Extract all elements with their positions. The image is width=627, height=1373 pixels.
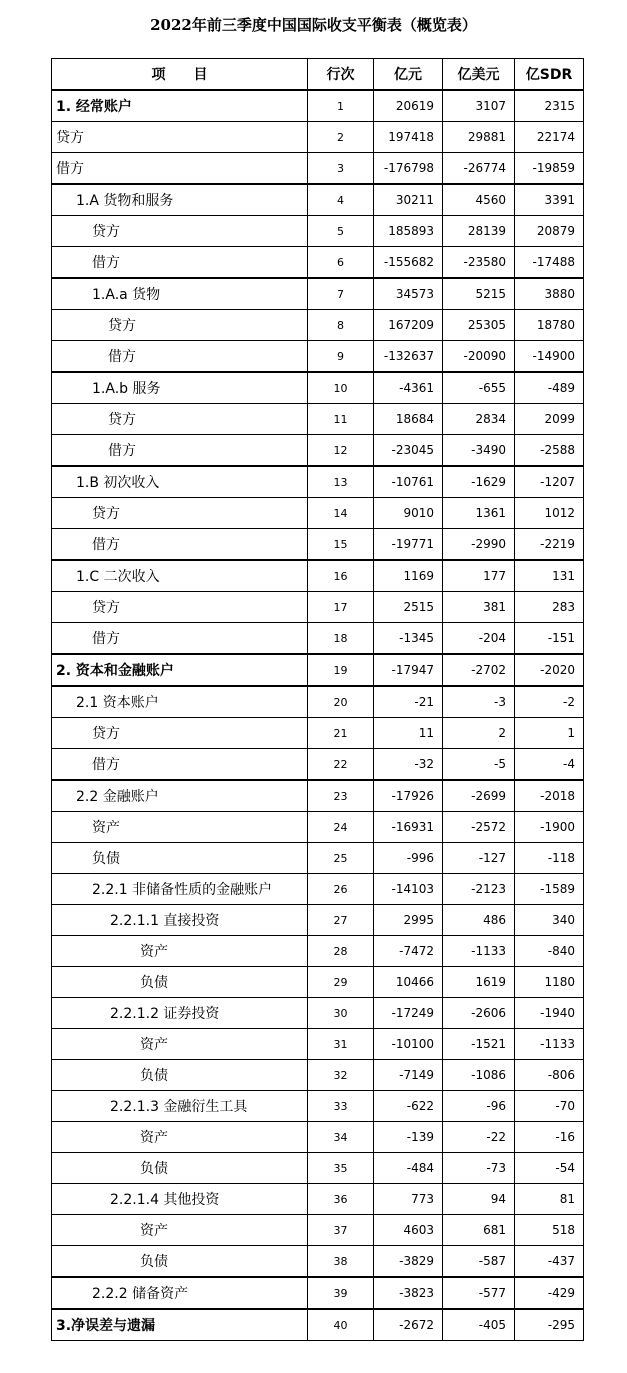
row-cny-cell: -996	[374, 843, 443, 874]
row-line-cell: 40	[308, 1309, 374, 1341]
table-row	[52, 1309, 584, 1341]
row-line-cell: 10	[308, 372, 374, 404]
row-usd-cell: -2606	[443, 998, 515, 1029]
row-line-cell: 23	[308, 780, 374, 812]
row-item-cell: 借方	[52, 529, 308, 561]
table-row	[52, 341, 584, 373]
table-row	[52, 1091, 584, 1122]
row-line-cell: 34	[308, 1122, 374, 1153]
row-usd-cell: -2990	[443, 529, 515, 561]
table-row	[52, 1029, 584, 1060]
row-line-cell: 3	[308, 153, 374, 185]
row-item-cell: 借方	[52, 247, 308, 279]
row-cny-cell: 1169	[374, 560, 443, 592]
row-item-cell: 借方	[52, 749, 308, 781]
table-row	[52, 905, 584, 936]
row-cny-cell: -17249	[374, 998, 443, 1029]
row-cny-cell: -622	[374, 1091, 443, 1122]
row-line-cell: 33	[308, 1091, 374, 1122]
row-cny-cell: 185893	[374, 216, 443, 247]
row-usd-cell: -655	[443, 372, 515, 404]
row-cny-cell: 9010	[374, 498, 443, 529]
row-sdr-cell: 3880	[515, 278, 584, 310]
row-line-cell: 29	[308, 967, 374, 998]
row-line-cell: 38	[308, 1246, 374, 1278]
row-item-cell: 负债	[52, 967, 308, 998]
table-row	[52, 936, 584, 967]
row-cny-cell: -7472	[374, 936, 443, 967]
row-usd-cell: 1619	[443, 967, 515, 998]
row-usd-cell: -587	[443, 1246, 515, 1278]
row-item-cell: 资产	[52, 936, 308, 967]
row-cny-cell: -3829	[374, 1246, 443, 1278]
row-usd-cell: 2	[443, 718, 515, 749]
row-line-cell: 7	[308, 278, 374, 310]
row-usd-cell: -577	[443, 1277, 515, 1309]
row-sdr-cell: 81	[515, 1184, 584, 1215]
row-line-cell: 32	[308, 1060, 374, 1091]
row-line-cell: 20	[308, 686, 374, 718]
row-usd-cell: -204	[443, 623, 515, 655]
row-sdr-cell: 3391	[515, 184, 584, 216]
row-sdr-cell: -151	[515, 623, 584, 655]
row-usd-cell: -1629	[443, 466, 515, 498]
table-row	[52, 998, 584, 1029]
row-cny-cell: -2672	[374, 1309, 443, 1341]
row-item-cell: 2.2.1.1 直接投资	[52, 905, 308, 936]
row-cny-cell: -4361	[374, 372, 443, 404]
row-item-cell: 贷方	[52, 216, 308, 247]
row-item-cell: 资产	[52, 1122, 308, 1153]
row-sdr-cell: -429	[515, 1277, 584, 1309]
row-sdr-cell: -2018	[515, 780, 584, 812]
table-row	[52, 812, 584, 843]
row-cny-cell: 10466	[374, 967, 443, 998]
table-row	[52, 404, 584, 435]
header-usd: 亿美元	[443, 59, 515, 91]
row-usd-cell: -405	[443, 1309, 515, 1341]
row-sdr-cell: -1900	[515, 812, 584, 843]
table-row	[52, 466, 584, 498]
table-body	[52, 90, 584, 1341]
row-usd-cell: 177	[443, 560, 515, 592]
table-row	[52, 372, 584, 404]
row-line-cell: 36	[308, 1184, 374, 1215]
row-sdr-cell: 1180	[515, 967, 584, 998]
row-item-cell: 贷方	[52, 122, 308, 153]
row-usd-cell: 28139	[443, 216, 515, 247]
row-cny-cell: -7149	[374, 1060, 443, 1091]
row-sdr-cell: 340	[515, 905, 584, 936]
page-title: 2022年前三季度中国国际收支平衡表（概览表）	[150, 16, 477, 34]
row-item-cell: 贷方	[52, 718, 308, 749]
row-sdr-cell: 283	[515, 592, 584, 623]
table-row	[52, 310, 584, 341]
row-item-cell: 2. 资本和金融账户	[52, 654, 308, 686]
row-item-cell: 2.2.1 非储备性质的金融账户	[52, 874, 308, 905]
row-sdr-cell: 131	[515, 560, 584, 592]
row-line-cell: 35	[308, 1153, 374, 1184]
row-item-cell: 2.2.2 储备资产	[52, 1277, 308, 1309]
row-cny-cell: -17926	[374, 780, 443, 812]
row-usd-cell: 486	[443, 905, 515, 936]
row-line-cell: 1	[308, 90, 374, 122]
row-sdr-cell: -118	[515, 843, 584, 874]
row-line-cell: 24	[308, 812, 374, 843]
row-line-cell: 14	[308, 498, 374, 529]
row-sdr-cell: -1133	[515, 1029, 584, 1060]
row-sdr-cell: -2020	[515, 654, 584, 686]
row-usd-cell: 29881	[443, 122, 515, 153]
row-sdr-cell: -295	[515, 1309, 584, 1341]
row-cny-cell: 11	[374, 718, 443, 749]
row-cny-cell: -19771	[374, 529, 443, 561]
row-item-cell: 负债	[52, 1246, 308, 1278]
row-item-cell: 贷方	[52, 498, 308, 529]
row-usd-cell: 5215	[443, 278, 515, 310]
table-row	[52, 122, 584, 153]
row-usd-cell: 381	[443, 592, 515, 623]
row-item-cell: 借方	[52, 623, 308, 655]
row-item-cell: 资产	[52, 1215, 308, 1246]
row-item-cell: 资产	[52, 812, 308, 843]
row-cny-cell: 34573	[374, 278, 443, 310]
row-usd-cell: -96	[443, 1091, 515, 1122]
row-cny-cell: -176798	[374, 153, 443, 185]
table-row	[52, 1060, 584, 1091]
row-item-cell: 2.1 资本账户	[52, 686, 308, 718]
row-item-cell: 贷方	[52, 404, 308, 435]
row-cny-cell: -16931	[374, 812, 443, 843]
table-row	[52, 278, 584, 310]
table-row	[52, 1184, 584, 1215]
row-item-cell: 2.2.1.2 证券投资	[52, 998, 308, 1029]
row-sdr-cell: -489	[515, 372, 584, 404]
row-line-cell: 31	[308, 1029, 374, 1060]
row-usd-cell: -3490	[443, 435, 515, 467]
table-row	[52, 247, 584, 279]
table-row	[52, 1277, 584, 1309]
row-sdr-cell: -17488	[515, 247, 584, 279]
row-line-cell: 21	[308, 718, 374, 749]
row-sdr-cell: -14900	[515, 341, 584, 373]
table-row	[52, 560, 584, 592]
row-sdr-cell: 20879	[515, 216, 584, 247]
row-line-cell: 4	[308, 184, 374, 216]
row-item-cell: 负债	[52, 843, 308, 874]
row-cny-cell: -32	[374, 749, 443, 781]
row-usd-cell: -73	[443, 1153, 515, 1184]
table-row	[52, 843, 584, 874]
row-line-cell: 5	[308, 216, 374, 247]
table-row	[52, 874, 584, 905]
table-row	[52, 592, 584, 623]
row-usd-cell: -1133	[443, 936, 515, 967]
row-line-cell: 26	[308, 874, 374, 905]
row-line-cell: 8	[308, 310, 374, 341]
table-row	[52, 1215, 584, 1246]
row-usd-cell: 3107	[443, 90, 515, 122]
row-sdr-cell: -437	[515, 1246, 584, 1278]
row-sdr-cell: -16	[515, 1122, 584, 1153]
row-usd-cell: -2702	[443, 654, 515, 686]
row-line-cell: 22	[308, 749, 374, 781]
row-sdr-cell: -19859	[515, 153, 584, 185]
row-cny-cell: 30211	[374, 184, 443, 216]
row-usd-cell: 4560	[443, 184, 515, 216]
row-cny-cell: 20619	[374, 90, 443, 122]
row-cny-cell: 2995	[374, 905, 443, 936]
row-cny-cell: -484	[374, 1153, 443, 1184]
row-cny-cell: 18684	[374, 404, 443, 435]
row-sdr-cell: -806	[515, 1060, 584, 1091]
row-item-cell: 1.A.b 服务	[52, 372, 308, 404]
row-usd-cell: -23580	[443, 247, 515, 279]
row-sdr-cell: -2588	[515, 435, 584, 467]
header-sdr: 亿SDR	[515, 59, 584, 91]
row-line-cell: 39	[308, 1277, 374, 1309]
row-sdr-cell: 1012	[515, 498, 584, 529]
row-cny-cell: -17947	[374, 654, 443, 686]
row-cny-cell: -10761	[374, 466, 443, 498]
row-usd-cell: -5	[443, 749, 515, 781]
row-line-cell: 19	[308, 654, 374, 686]
row-line-cell: 12	[308, 435, 374, 467]
row-item-cell: 1.A 货物和服务	[52, 184, 308, 216]
table-row	[52, 686, 584, 718]
row-usd-cell: -26774	[443, 153, 515, 185]
table-row	[52, 1122, 584, 1153]
row-usd-cell: -2572	[443, 812, 515, 843]
row-line-cell: 27	[308, 905, 374, 936]
row-line-cell: 18	[308, 623, 374, 655]
row-cny-cell: -23045	[374, 435, 443, 467]
row-usd-cell: -22	[443, 1122, 515, 1153]
row-sdr-cell: -1589	[515, 874, 584, 905]
table-row	[52, 90, 584, 122]
row-sdr-cell: 18780	[515, 310, 584, 341]
table-row	[52, 153, 584, 185]
row-sdr-cell: -54	[515, 1153, 584, 1184]
row-line-cell: 2	[308, 122, 374, 153]
balance-of-payments-table	[51, 58, 584, 1341]
row-usd-cell: 2834	[443, 404, 515, 435]
row-usd-cell: -3	[443, 686, 515, 718]
row-item-cell: 负债	[52, 1060, 308, 1091]
table-row	[52, 718, 584, 749]
row-line-cell: 25	[308, 843, 374, 874]
row-usd-cell: -2699	[443, 780, 515, 812]
table-row	[52, 1153, 584, 1184]
row-item-cell: 借方	[52, 435, 308, 467]
row-line-cell: 9	[308, 341, 374, 373]
row-usd-cell: -20090	[443, 341, 515, 373]
row-item-cell: 贷方	[52, 592, 308, 623]
row-item-cell: 1. 经常账户	[52, 90, 308, 122]
table-row	[52, 623, 584, 655]
row-sdr-cell: -2	[515, 686, 584, 718]
header-row	[52, 59, 584, 91]
row-cny-cell: 167209	[374, 310, 443, 341]
row-item-cell: 借方	[52, 341, 308, 373]
row-cny-cell: -132637	[374, 341, 443, 373]
row-cny-cell: 197418	[374, 122, 443, 153]
row-sdr-cell: -1207	[515, 466, 584, 498]
row-sdr-cell: -70	[515, 1091, 584, 1122]
row-cny-cell: -10100	[374, 1029, 443, 1060]
table-row	[52, 749, 584, 781]
row-line-cell: 15	[308, 529, 374, 561]
table-row	[52, 967, 584, 998]
row-item-cell: 负债	[52, 1153, 308, 1184]
row-usd-cell: -1086	[443, 1060, 515, 1091]
row-sdr-cell: -840	[515, 936, 584, 967]
row-line-cell: 6	[308, 247, 374, 279]
table-row	[52, 1246, 584, 1278]
row-usd-cell: 1361	[443, 498, 515, 529]
row-cny-cell: 773	[374, 1184, 443, 1215]
row-line-cell: 16	[308, 560, 374, 592]
row-item-cell: 1.B 初次收入	[52, 466, 308, 498]
row-item-cell: 2.2.1.4 其他投资	[52, 1184, 308, 1215]
row-item-cell: 2.2 金融账户	[52, 780, 308, 812]
row-usd-cell: 25305	[443, 310, 515, 341]
row-sdr-cell: -4	[515, 749, 584, 781]
row-usd-cell: -1521	[443, 1029, 515, 1060]
row-item-cell: 借方	[52, 153, 308, 185]
row-cny-cell: -21	[374, 686, 443, 718]
row-cny-cell: 2515	[374, 592, 443, 623]
table-row	[52, 184, 584, 216]
row-item-cell: 1.C 二次收入	[52, 560, 308, 592]
row-usd-cell: -2123	[443, 874, 515, 905]
table-row	[52, 654, 584, 686]
row-sdr-cell: 2315	[515, 90, 584, 122]
row-line-cell: 28	[308, 936, 374, 967]
row-sdr-cell: -1940	[515, 998, 584, 1029]
row-sdr-cell: 2099	[515, 404, 584, 435]
row-cny-cell: -139	[374, 1122, 443, 1153]
row-cny-cell: -1345	[374, 623, 443, 655]
row-line-cell: 11	[308, 404, 374, 435]
table-row	[52, 498, 584, 529]
row-item-cell: 3.净误差与遗漏	[52, 1309, 308, 1341]
row-cny-cell: -155682	[374, 247, 443, 279]
row-item-cell: 贷方	[52, 310, 308, 341]
header-item: 项 目	[52, 59, 308, 91]
table-row	[52, 216, 584, 247]
header-cny: 亿元	[374, 59, 443, 91]
row-usd-cell: 681	[443, 1215, 515, 1246]
row-line-cell: 30	[308, 998, 374, 1029]
row-line-cell: 17	[308, 592, 374, 623]
table-row	[52, 435, 584, 467]
row-usd-cell: -127	[443, 843, 515, 874]
row-cny-cell: -14103	[374, 874, 443, 905]
row-item-cell: 资产	[52, 1029, 308, 1060]
row-sdr-cell: 22174	[515, 122, 584, 153]
table-row	[52, 529, 584, 561]
row-line-cell: 13	[308, 466, 374, 498]
row-item-cell: 2.2.1.3 金融衍生工具	[52, 1091, 308, 1122]
row-sdr-cell: 1	[515, 718, 584, 749]
row-cny-cell: -3823	[374, 1277, 443, 1309]
row-item-cell: 1.A.a 货物	[52, 278, 308, 310]
row-usd-cell: 94	[443, 1184, 515, 1215]
row-sdr-cell: 518	[515, 1215, 584, 1246]
row-line-cell: 37	[308, 1215, 374, 1246]
row-cny-cell: 4603	[374, 1215, 443, 1246]
row-sdr-cell: -2219	[515, 529, 584, 561]
header-line: 行次	[308, 59, 374, 91]
table-row	[52, 780, 584, 812]
